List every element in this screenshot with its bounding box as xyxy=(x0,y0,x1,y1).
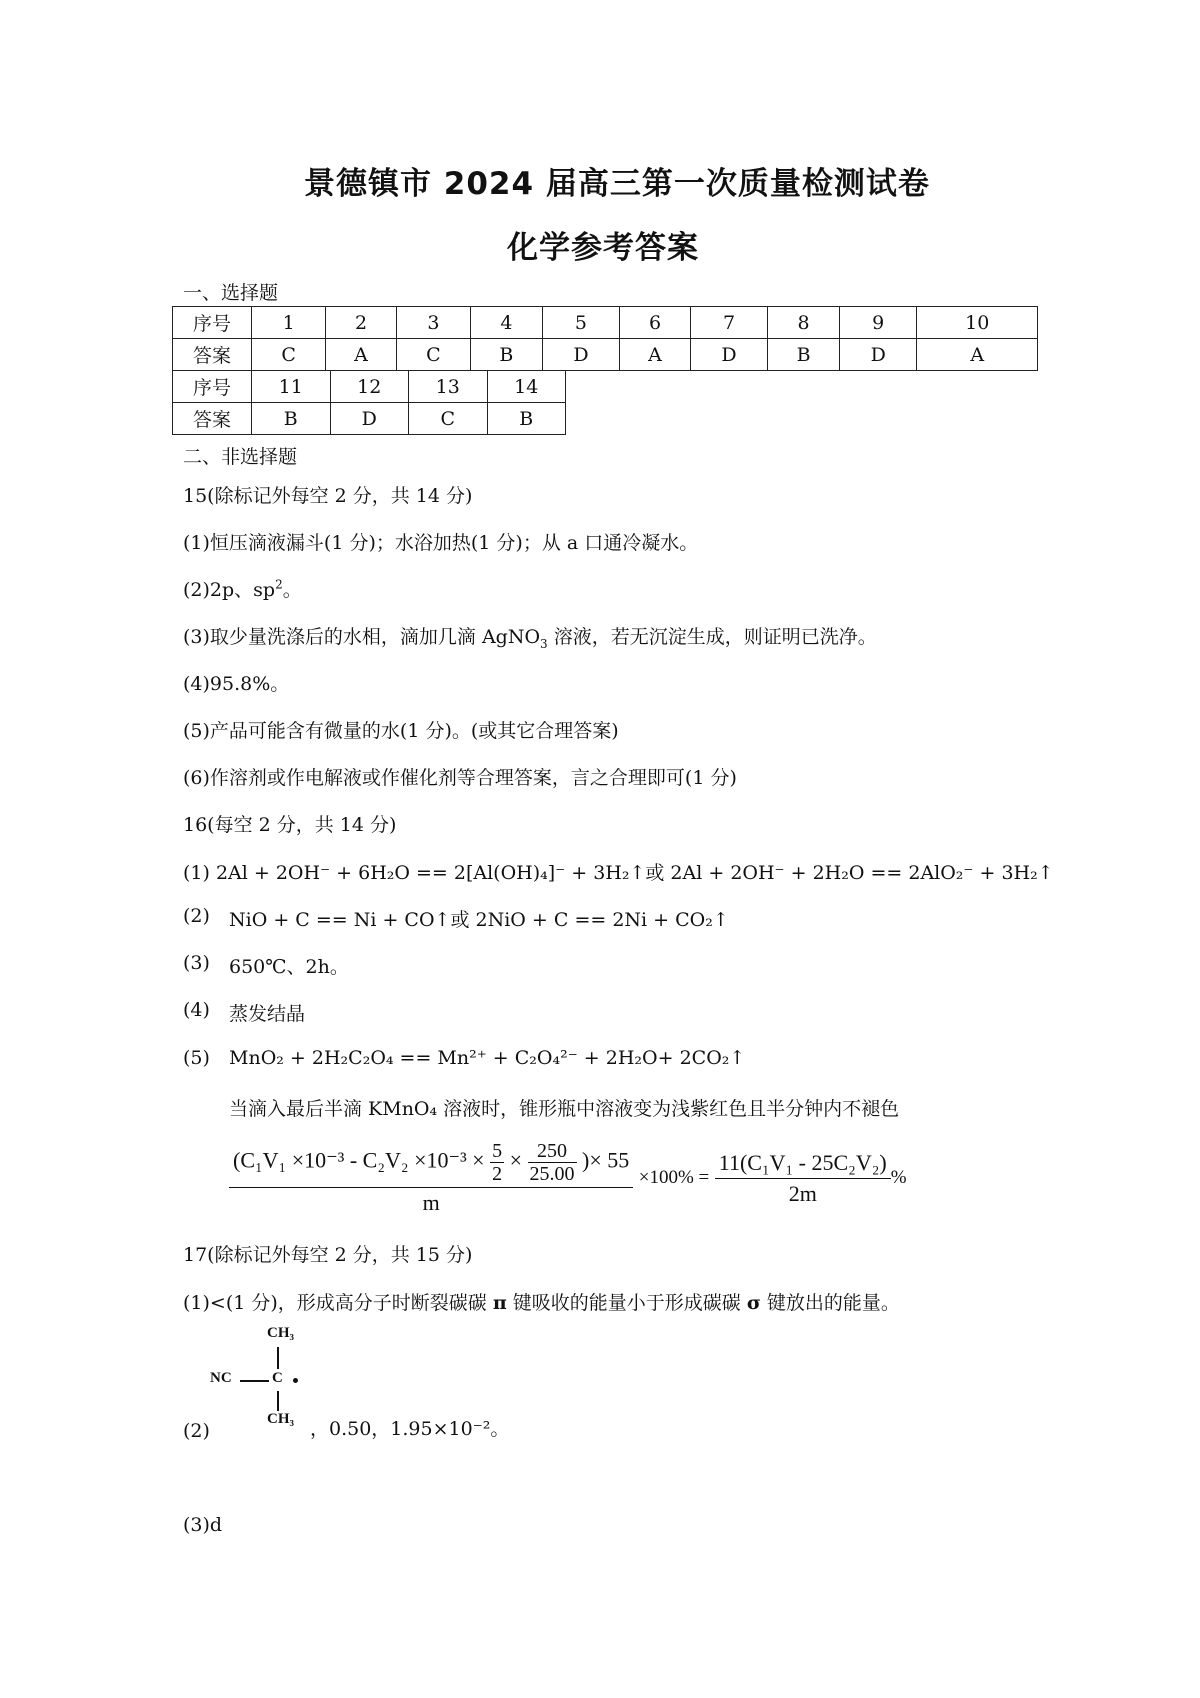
radical-structure xyxy=(210,1325,320,1435)
ch3-top-label: CH₃ xyxy=(267,1325,294,1341)
table-cell: A xyxy=(620,339,690,371)
table-cell: D xyxy=(542,339,620,371)
section1-label: 一、选择题 xyxy=(183,282,279,304)
table-cell: 8 xyxy=(768,307,840,339)
table-cell: C xyxy=(252,339,326,371)
formula-numerator: 11(C₁V₁ - 25C₂V₂) xyxy=(715,1150,891,1179)
q17-answer-2: ，0.50，1.95×10⁻²。 xyxy=(310,1418,510,1440)
table-cell: 12 xyxy=(330,371,409,403)
formula-denominator: 2m xyxy=(788,1180,817,1206)
q16-answer-4: 蒸发结晶 xyxy=(229,1003,306,1025)
bond-top xyxy=(277,1347,279,1369)
q16-answer-3-num: (3) xyxy=(183,952,210,974)
subscript: 3 xyxy=(540,636,548,651)
answer-text: 。 xyxy=(282,579,302,601)
pi-symbol: π xyxy=(492,1292,507,1314)
table-row xyxy=(173,339,1038,371)
fraction-n: 5 xyxy=(492,1140,503,1162)
formula-text: % xyxy=(890,1167,907,1188)
superscript: 2 xyxy=(275,577,283,592)
table-row xyxy=(173,403,566,435)
q15-answer-4: (4)95.8%。 xyxy=(183,673,290,695)
formula-text: ×100% = xyxy=(638,1167,710,1188)
page-title: 景德镇市 2024 届高三第一次质量检测试卷 xyxy=(304,166,930,202)
sigma-symbol: σ xyxy=(746,1292,761,1314)
q15-heading: 15(除标记外每空 2 分，共 14 分) xyxy=(183,485,473,507)
table-cell: 2 xyxy=(326,307,396,339)
answer-text: 键吸收的能量小于形成碳碳 xyxy=(506,1292,747,1314)
table-cell: B xyxy=(487,403,566,435)
table-row xyxy=(173,371,566,403)
table-cell: 7 xyxy=(690,307,768,339)
table-cell: A xyxy=(917,339,1038,371)
table-cell: 序号 xyxy=(173,371,252,403)
answer-text: (1)<(1 分)，形成高分子时断裂碳碳 xyxy=(183,1292,493,1314)
q15-answer-6: (6)作溶剂或作电解液或作催化剂等合理答案，言之合理即可(1 分) xyxy=(183,767,737,789)
answer-text: 溶液，若无沉淀生成，则证明已洗净。 xyxy=(547,626,877,648)
formula-denominator: m xyxy=(422,1190,440,1215)
table-cell: D xyxy=(839,339,917,371)
answer-table xyxy=(172,306,1038,371)
table-row xyxy=(173,307,1038,339)
formula-numerator xyxy=(229,1140,633,1188)
table-cell: 11 xyxy=(252,371,331,403)
fraction-d: 2 xyxy=(492,1163,503,1185)
page-subtitle: 化学参考答案 xyxy=(507,230,699,266)
table-cell: 10 xyxy=(917,307,1038,339)
formula-fraction xyxy=(229,1140,633,1216)
q15-answer-2 xyxy=(183,575,302,602)
answer-table-2 xyxy=(172,370,566,435)
answer-text: (2)2p、sp xyxy=(183,579,276,601)
answer-text: (3)取少量洗涤后的水相，滴加几滴 AgNO xyxy=(183,626,541,648)
table-cell: B xyxy=(471,339,543,371)
table-cell: 1 xyxy=(252,307,326,339)
table-cell: 6 xyxy=(620,307,690,339)
table-cell: A xyxy=(326,339,396,371)
table-cell: D xyxy=(690,339,768,371)
q15-answer-1: (1)恒压滴液漏斗(1 分)；水浴加热(1 分)；从 a 口通冷凝水。 xyxy=(183,532,699,554)
q16-heading: 16(每空 2 分，共 14 分) xyxy=(183,814,397,836)
bond-bottom xyxy=(277,1391,279,1411)
q15-answer-5: (5)产品可能含有微量的水(1 分)。(或其它合理答案) xyxy=(183,720,619,742)
table-cell: 9 xyxy=(839,307,917,339)
fraction-250-25 xyxy=(528,1140,577,1185)
q16-answer-2-num: (2) xyxy=(183,905,210,927)
carbon-label: C xyxy=(272,1370,283,1386)
nc-label: NC xyxy=(210,1370,232,1386)
section2-label: 二、非选择题 xyxy=(183,446,298,468)
formula-text: )× 55 xyxy=(582,1147,630,1173)
table-cell: 5 xyxy=(542,307,620,339)
q16-answer-4-num: (4) xyxy=(183,999,210,1021)
fraction-d: 25.00 xyxy=(529,1163,575,1185)
formula-result-fraction xyxy=(715,1150,891,1207)
fraction-n: 250 xyxy=(528,1140,577,1163)
q17-answer-2-num: (2) xyxy=(183,1420,210,1442)
q16-answer-3: 650℃、2h。 xyxy=(229,956,349,978)
q16-answer-2: NiO + C == Ni + CO↑或 2NiO + C == 2Ni + CO₂↑ xyxy=(229,909,729,931)
table-cell: 13 xyxy=(409,371,488,403)
table-cell: C xyxy=(409,403,488,435)
table-cell: 答案 xyxy=(173,339,252,371)
table-cell: 答案 xyxy=(173,403,252,435)
table-cell: 序号 xyxy=(173,307,252,339)
table-cell: C xyxy=(396,339,470,371)
table-cell: B xyxy=(252,403,331,435)
q17-answer-3: (3)d xyxy=(183,1514,223,1536)
table-cell: B xyxy=(768,339,840,371)
table-cell: 3 xyxy=(396,307,470,339)
fraction-5-2 xyxy=(490,1140,504,1185)
q17-heading: 17(除标记外每空 2 分，共 15 分) xyxy=(183,1244,473,1266)
table-cell: 14 xyxy=(487,371,566,403)
q16-answer-5-num: (5) xyxy=(183,1047,210,1069)
formula-text: × xyxy=(509,1147,523,1173)
table-cell: 4 xyxy=(471,307,543,339)
formula-text: (C₁V₁ ×10⁻³ - C₂V₂ ×10⁻³ × xyxy=(233,1147,485,1173)
bond-left xyxy=(240,1380,269,1382)
q16-answer-5: MnO₂ + 2H₂C₂O₄ == Mn²⁺ + C₂O₄²⁻ + 2H₂O+ 2CO₂↑ xyxy=(229,1047,746,1069)
purity-formula xyxy=(229,1140,907,1216)
q16-answer-1: (1) 2Al + 2OH⁻ + 6H₂O == 2[Al(OH)₄]⁻ + 3H₂↑或 2Al + 2OH⁻ + 2H₂O == 2AlO₂⁻ + 3H₂↑ xyxy=(183,862,1054,884)
q16-answer-5-line2: 当滴入最后半滴 KMnO₄ 溶液时，锥形瓶中溶液变为浅紫红色且半分钟内不褪色 xyxy=(229,1098,900,1120)
table-cell: D xyxy=(330,403,409,435)
radical-dot xyxy=(293,1378,298,1383)
ch3-bottom-label: CH₃ xyxy=(267,1411,294,1427)
q15-answer-3 xyxy=(183,622,877,651)
answer-text: 键放出的能量。 xyxy=(760,1292,900,1314)
q17-answer-1 xyxy=(183,1288,900,1315)
